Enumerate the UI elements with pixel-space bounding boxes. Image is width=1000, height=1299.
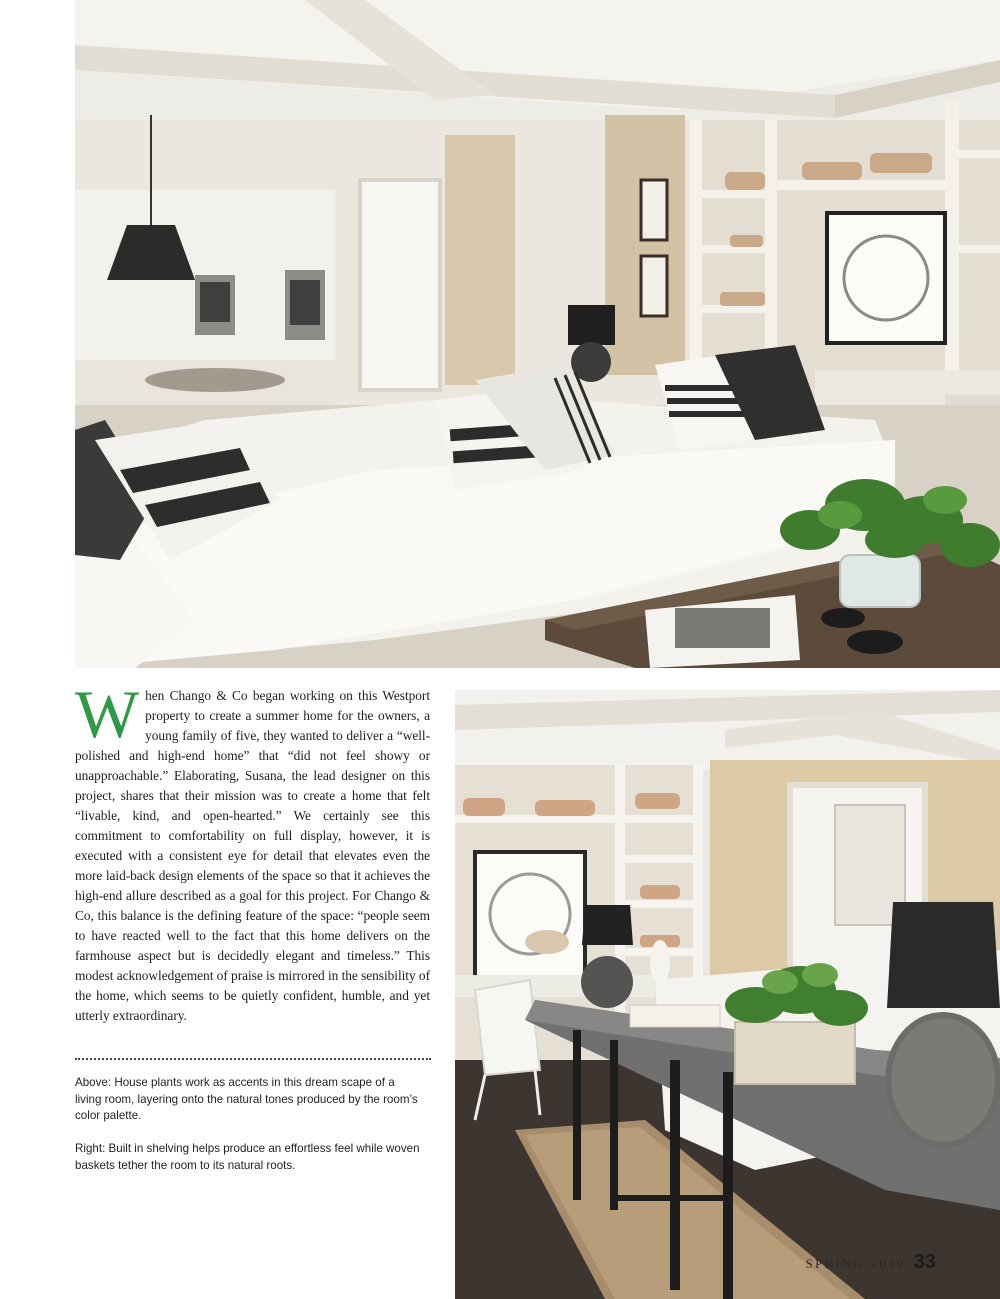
article-body — [75, 676, 430, 1026]
living-room-photo — [75, 0, 1000, 668]
article-text: hen Chango & Co began working on this Westport property to create a summer home for the owners, a young family of five, they wanted to deliver a “well-polished and high-end home” that “did not feel showy or unapproachable.” Elaborating, Susana, the lead designer on this project, shares that their mission was to create a home that felt “livable, kind, and open-hearted.” We certainly see this commitment to comfortability on full display, however, it is executed with a consistent eye for detail that elevates even the more laid-back design elements of the space so that it achieves the high-end allure described as a goal for this project. For Chango & Co, this balance is the defining feature of the space: “people seem to have reacted well to the fact that this home delivers on the farmhouse aspect but is decidedly elegant and timeless.” This modest acknowledgement of praise is mirrored in the sensibility of the home, which seems to be quietly confident, humble, and yet utterly extraordinary. — [75, 688, 430, 1023]
caption-above: Above: House plants work as accents in this dream scape of a living room, layering onto the natural tones produced by the room’s color palette. — [75, 1076, 418, 1122]
caption-right: Right: Built in shelving helps produce an effortless feel while woven baskets tether the room to its natural roots. — [75, 1142, 420, 1172]
shelving-room-photo — [455, 690, 1000, 1299]
issue-label: SPRING 2019 — [805, 1257, 906, 1271]
drop-cap: W — [75, 676, 140, 752]
folio — [806, 1251, 936, 1274]
page-number: 33 — [913, 1251, 936, 1273]
dotted-divider — [75, 1058, 431, 1060]
